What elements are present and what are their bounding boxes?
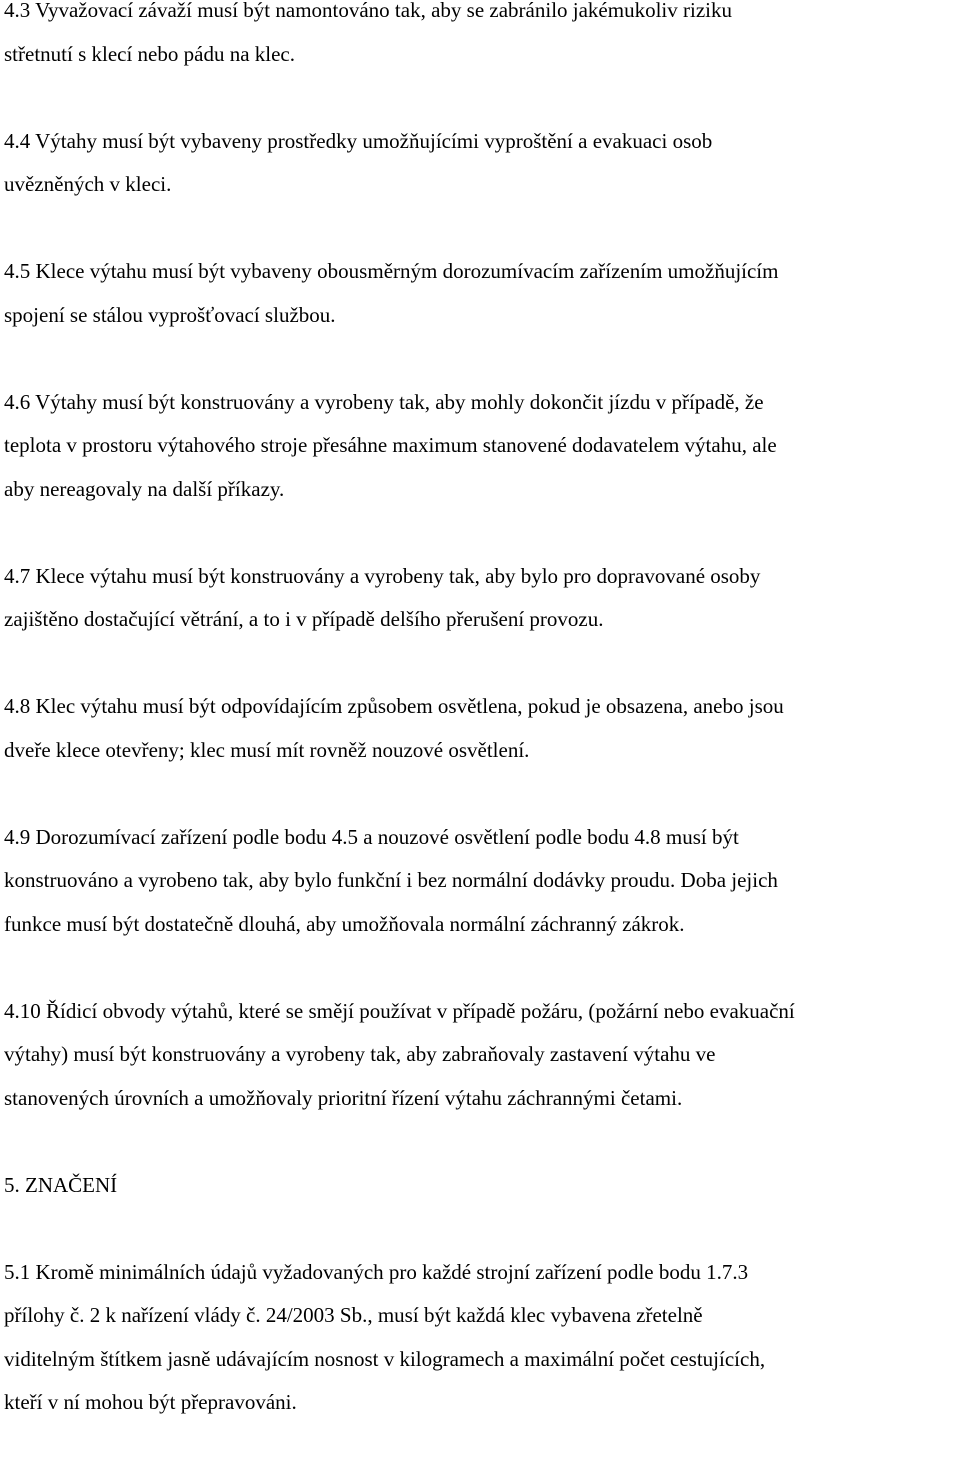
paragraph-4-6 bbox=[4, 381, 954, 512]
text-line: stanovených úrovních a umožňovaly prioritní řízení výtahu záchrannými četami. bbox=[4, 1085, 683, 1110]
document-page bbox=[4, 0, 954, 1468]
paragraph-4-10 bbox=[4, 990, 954, 1121]
text-line: přílohy č. 2 k nařízení vlády č. 24/2003 Sb., musí být každá klec vybavena zřetelně bbox=[4, 1303, 703, 1327]
text-line: teplota v prostoru výtahového stroje přesáhne maximum stanovené dodavatelem výtahu, ale bbox=[4, 433, 777, 457]
text-line: kteří v ní mohou být přepravováni. bbox=[4, 1390, 297, 1414]
text-line: 4.5 Klece výtahu musí být vybaveny obousměrným dorozumívacím zařízením umožňujícím bbox=[4, 259, 779, 283]
text-line: výtahy) musí být konstruovány a vyrobeny tak, aby zabraňovaly zastavení výtahu ve bbox=[4, 1042, 716, 1066]
text-line: uvězněných v kleci. bbox=[4, 172, 172, 196]
paragraph-4-3 bbox=[4, 0, 954, 76]
text-line: 4.7 Klece výtahu musí být konstruovány a vyrobeny tak, aby bylo pro dopravované osoby bbox=[4, 563, 761, 588]
text-line: viditelným štítkem jasně udávajícím nosnost v kilogramech a maximální počet cestujících, bbox=[4, 1346, 766, 1371]
text-line: dveře klece otevřeny; klec musí mít rovněž nouzové osvětlení. bbox=[4, 737, 530, 762]
text-line: spojení se stálou vyprošťovací službou. bbox=[4, 302, 336, 327]
section-heading bbox=[4, 1164, 954, 1208]
paragraph-4-5 bbox=[4, 250, 954, 337]
text-line: aby nereagovaly na další příkazy. bbox=[4, 476, 285, 501]
text-line: 4.4 Výtahy musí být vybaveny prostředky umožňujícími vyproštění a evakuaci osob bbox=[4, 128, 713, 153]
paragraph-5-1 bbox=[4, 1251, 954, 1425]
text-line: 4.6 Výtahy musí být konstruovány a vyrobeny tak, aby mohly dokončit jízdu v případě, že bbox=[4, 389, 764, 414]
paragraph-4-4 bbox=[4, 120, 954, 207]
paragraph-4-8 bbox=[4, 685, 954, 772]
text-line: konstruováno a vyrobeno tak, aby bylo funkční i bez normální dodávky proudu. Doba jejich bbox=[4, 868, 778, 892]
text-line: 4.8 Klec výtahu musí být odpovídajícím způsobem osvětlena, pokud je obsazena, anebo jsou bbox=[4, 694, 784, 718]
text-line: 5.1 Kromě minimálních údajů vyžadovaných pro každé strojní zařízení podle bodu 1.7.3 bbox=[4, 1259, 749, 1284]
text-line: střetnutí s klecí nebo pádu na klec. bbox=[4, 41, 295, 66]
text-line: 4.10 Řídicí obvody výtahů, které se smějí používat v případě požáru, (požární nebo evakuační bbox=[4, 998, 795, 1023]
text-line: 4.3 Vyvažovací závaží musí být namontováno tak, aby se zabránilo jakémukoliv riziku bbox=[4, 0, 732, 22]
paragraph-4-7 bbox=[4, 555, 954, 642]
section-heading-text: 5. ZNAČENÍ bbox=[4, 1172, 118, 1197]
paragraph-4-9 bbox=[4, 816, 954, 947]
text-line: 4.9 Dorozumívací zařízení podle bodu 4.5 a nouzové osvětlení podle bodu 4.8 musí být bbox=[4, 824, 739, 849]
text-line: zajištěno dostačující větrání, a to i v případě delšího přerušení provozu. bbox=[4, 607, 604, 631]
text-line: funkce musí být dostatečně dlouhá, aby umožňovala normální záchranný zákrok. bbox=[4, 911, 685, 936]
